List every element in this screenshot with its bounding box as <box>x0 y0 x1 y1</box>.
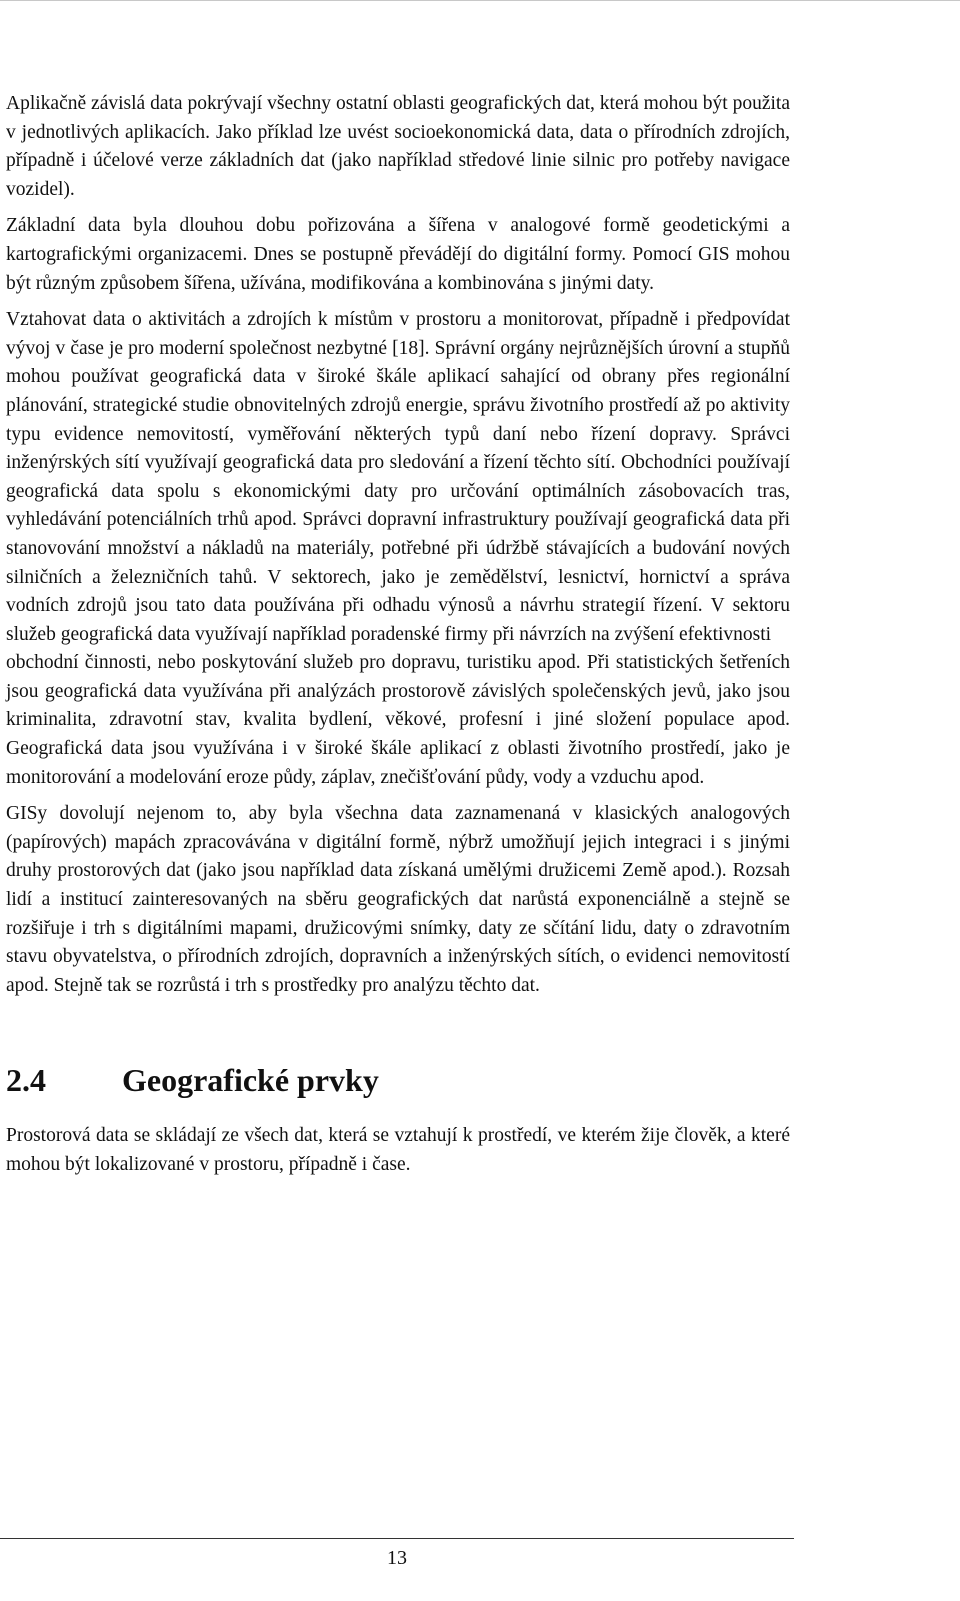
paragraph-usage-part-2: obchodní činnosti, nebo poskytování služeb pro dopravu, turistiku apod. Při statistických šetřeních jsou geografická data využívána při analýzách prostorově závislých společenských jevů, jako jsou kriminalita, zdravotní stav, kvalita bydlení, věkové, profesní i jiné složení populace apod. Geografická data jsou využívána i v široké škále aplikací z oblasti životního prostředí, jako je monitorování a modelování eroze půdy, záplav, znečišťování půdy, vody a vzduchu apod. <box>6 652 790 788</box>
top-border-line <box>0 0 960 1</box>
document-body <box>6 90 790 1188</box>
paragraph-usage-part-1: Vztahovat data o aktivitách a zdrojích k místům v prostoru a monitorovat, případně i předpovídat vývoj v čase je pro moderní společnost nezbytné [18]. Správní orgány nejrůznějších úrovní a stupňů mohou používat geografická data v široké škále aplikací sahající od obrany přes regionální plánování, strategické studie obnovitelných zdrojů energie, správu životního prostředí až po aktivity typu evidence nemovitostí, vyměřování některých typů daní nebo řízení dopravy. Správci inženýrských sítí využívají geografická data pro sledování a řízení těchto sítí. Obchodníci používají geografická data spolu s ekonomickými daty pro určování optimálních zásobovacích tras, vyhledávání potenciálních trhů apod. Správci dopravní infrastruktury používají geografická data při stanovování množství a nákladů na materiály, potřebné při údržbě stávajících a budování nových silničních a železničních tahů. V sektorech, jako je zemědělství, lesnictví, hornictví a správa vodních zdrojů jsou tato data používána při odhadu výnosů a návrhu strategií řízení. V sektoru služeb geografická data využívají například poradenské firmy při návrzích na zvýšení efektivnosti <box>6 309 790 645</box>
section-heading <box>6 1060 790 1100</box>
paragraph-gis-integration: GISy dovolují nejenom to, aby byla všechna data zaznamenaná v klasických analogových (papírových) mapách zpracovávána v digitální formě, nýbrž umožňují jejich integraci i s jinými druhy prostorových dat (jako jsou například data získaná umělými družicemi Země apod.). Rozsah lidí a institucí zainteresovaných na sběru geografických dat narůstá exponenciálně a stejně se rozšiřuje i trh s digitálními mapami, družicovými snímky, daty ze sčítání lidu, daty o zdravotním stavu obyvatelstva, o přírodních zdrojích, dopravních a inženýrských sítích, o evidenci nemovitostí apod. Stejně tak se rozrůstá i trh s prostředky pro analýzu těchto dat. <box>6 803 790 996</box>
paragraph-basic-data: Základní data byla dlouhou dobu pořizována a šířena v analogové formě geodetickými a kartografickými organizacemi. Dnes se postupně převádějí do digitální formy. Pomocí GIS mohou být různým způsobem šířena, užívána, modifikována a kombinována s jinými daty. <box>6 215 790 294</box>
paragraph-spatial-data: Prostorová data se skládají ze všech dat, která se vztahují k prostředí, ve kterém žije člověk, a které mohou být lokalizované v prostoru, případně i čase. <box>6 1125 790 1175</box>
paragraph-application-data: Aplikačně závislá data pokrývají všechny ostatní oblasti geografických dat, která mohou být použita v jednotlivých aplikacích. Jako příklad lze uvést socioekonomická data, data o přírodních zdrojích, případně i účelové verze základních dat (jako například středové linie silnic pro potřeby navigace vozidel). <box>6 93 790 200</box>
footer-divider <box>0 1538 794 1539</box>
section-number: 2.4 <box>6 1062 46 1099</box>
page-number: 13 <box>387 1547 407 1569</box>
section-title: Geografické prvky <box>122 1062 379 1099</box>
